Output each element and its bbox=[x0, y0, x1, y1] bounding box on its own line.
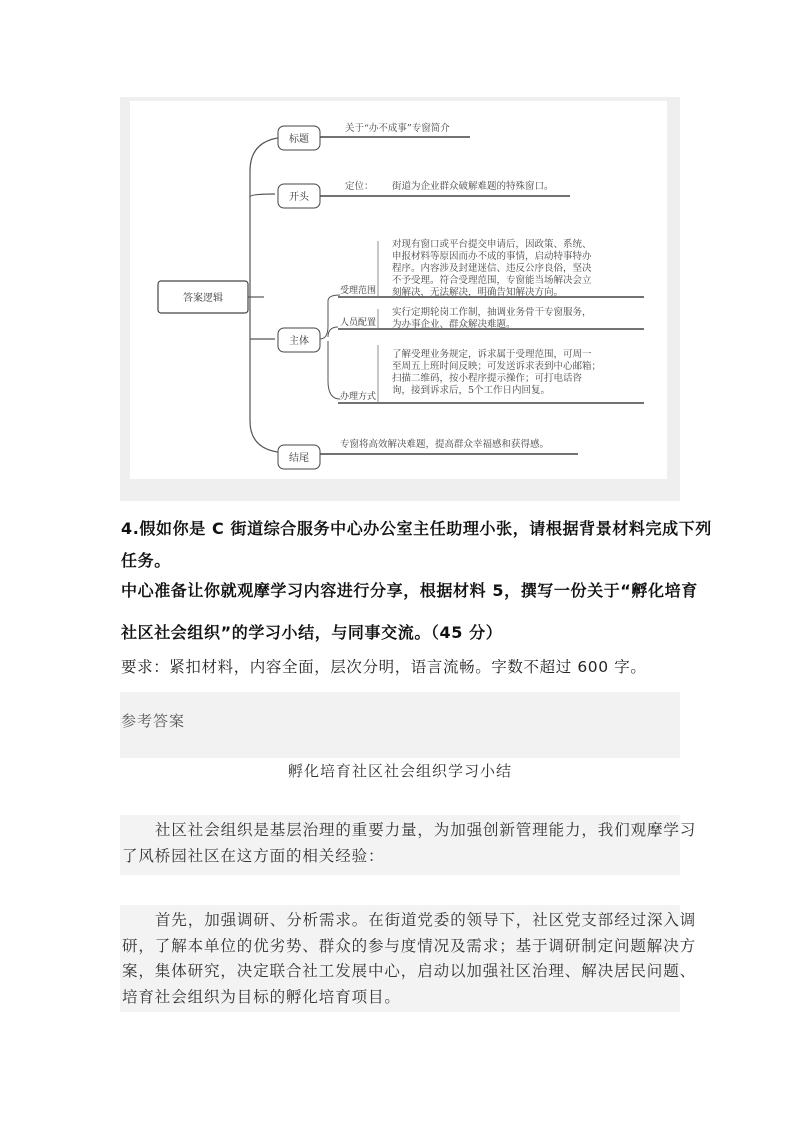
mindmap-canvas bbox=[130, 101, 667, 479]
paragraph-1-line-2: 了风桥园社区在这方面的相关经验： bbox=[122, 846, 385, 865]
staff-line-2: 为办事企业、群众解决难题。 bbox=[392, 319, 516, 330]
summary-title: 孵化培育社区社会组织学习小结 bbox=[287, 762, 512, 780]
branch-connector-opening bbox=[250, 194, 275, 197]
branch-label-title: 标题 bbox=[289, 134, 309, 145]
sub-label-staff: 人员配置 bbox=[340, 318, 377, 328]
sub-label-scope: 受理范围 bbox=[340, 286, 377, 296]
paragraph-2-line-1: 首先，加强调研、分析需求。在街道党委的领导下，社区党支部经过深入调 bbox=[155, 911, 697, 929]
branch-label-ending: 结尾 bbox=[289, 453, 309, 464]
scope-line-5: 刻解决，无法解决，明确告知解决方向。 bbox=[392, 287, 564, 298]
mindmap-figure bbox=[120, 97, 680, 501]
sub-connector-scope bbox=[320, 295, 340, 339]
leaf-opening-text: 街道为企业群众破解难题的特殊窗口。 bbox=[392, 181, 554, 192]
branch-label-opening: 开头 bbox=[289, 192, 309, 203]
leaf-ending-text: 专窗将高效解决难题，提高群众幸福感和获得感。 bbox=[340, 439, 550, 450]
approach-line-1: 了解受理业务规定，诉求属于受理范围，可周一 bbox=[392, 349, 592, 360]
scope-line-4: 不予受理。符合受理范围，专窗能当场解决会立 bbox=[392, 275, 592, 286]
approach-line-4: 询，接到诉求后，5个工作日内回复。 bbox=[392, 385, 551, 396]
paragraph-2-line-3: 案，集体研究，决定联合社工发展中心，启动以加强社区治理、解决居民问题、 bbox=[122, 962, 697, 980]
question-line-3: 中心准备让你就观摩学习内容进行分享，根据材料 5，撰写一份关于“孵化培育 bbox=[121, 581, 698, 600]
root-node-label: 答案逻辑 bbox=[183, 293, 223, 304]
paragraph-2-line-2: 研，了解本单位的优劣势、群众的参与度情况及需求；基于调研制定问题解决方 bbox=[122, 936, 697, 955]
sub-connector-approach bbox=[328, 341, 340, 399]
sub-connector-staff bbox=[328, 327, 338, 337]
question-line-4: 社区社会组织”的学习小结，与同事交流。（45 分） bbox=[121, 623, 503, 642]
leaf-opening-position: 定位： bbox=[345, 181, 374, 192]
approach-line-2: 至周五上班时间反映；可发送诉求表到中心邮箱； bbox=[392, 361, 602, 372]
mindmap-diagram bbox=[130, 101, 667, 479]
reference-answer-label: 参考答案 bbox=[121, 712, 186, 730]
scope-line-3: 程序。内容涉及封建迷信、违反公序良俗，坚决 bbox=[392, 263, 592, 274]
paragraph-2-line-4: 培育社会组织为目标的孵化培育项目。 bbox=[122, 987, 401, 1006]
scope-line-1: 对现有窗口或平台提交申请后，因政策、系统、 bbox=[392, 239, 592, 250]
paragraph-2 bbox=[122, 908, 697, 1010]
paragraph-1 bbox=[122, 818, 697, 869]
requirement-text: 要求：紧扣材料，内容全面，层次分明，语言流畅。字数不超过 600 字。 bbox=[121, 658, 647, 676]
branch-label-body: 主体 bbox=[289, 336, 309, 347]
sub-label-approach: 办理方式 bbox=[340, 392, 377, 402]
scope-line-2: 申报材料等原因而办不成的事情，启动特事特办 bbox=[392, 251, 592, 262]
question-line-1: 4.假如你是 C 街道综合服务中心办公室主任助理小张，请根据背景材料完成下列 bbox=[121, 519, 712, 538]
leaf-title-text: 关于“办不成事”专窗简介 bbox=[345, 123, 450, 134]
approach-line-3: 扫描二维码，按小程序提示操作；可打电话咨 bbox=[392, 373, 583, 384]
question-line-2: 任务。 bbox=[121, 551, 171, 570]
reference-band bbox=[120, 692, 680, 758]
staff-line-1: 实行定期轮岗工作制，抽调业务骨干专窗服务， bbox=[392, 307, 592, 318]
paragraph-1-line-1: 社区社会组织是基层治理的重要力量，为加强创新管理能力，我们观摩学习 bbox=[155, 821, 697, 839]
